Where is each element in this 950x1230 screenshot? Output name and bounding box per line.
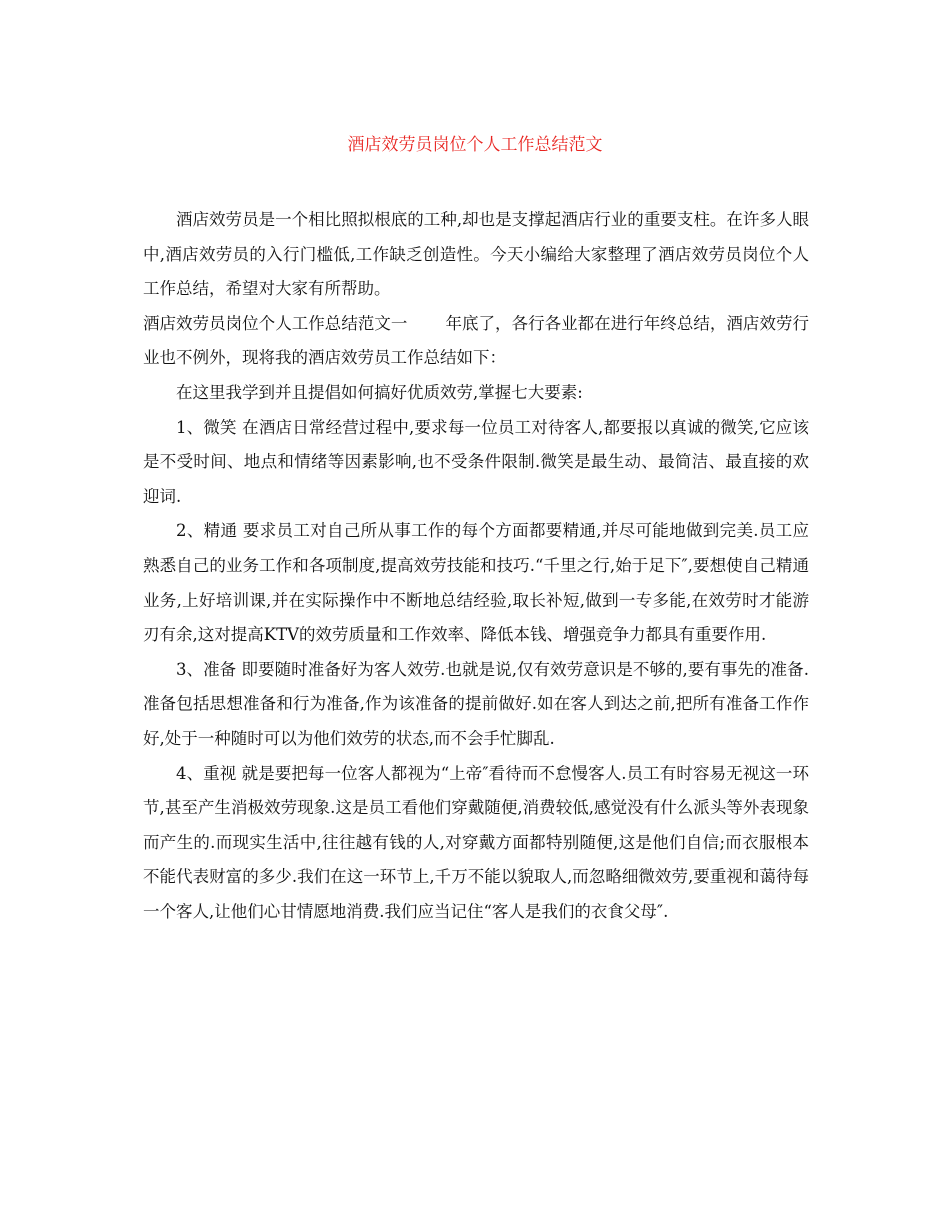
document-title: 酒店效劳员岗位个人工作总结范文 (347, 135, 603, 155)
document-body (143, 203, 809, 929)
summary-text: 年底了，各行各业都在进行年终总结，酒店效劳行业也不例外，现将我的酒店效劳员工作总结如下： (143, 313, 810, 368)
summary-heading: 酒店效劳员岗位个人工作总结范文一 (143, 313, 408, 333)
intro-paragraph: 酒店效劳员是一个相比照拟根底的工种,却也是支撑起酒店行业的重要支柱。在许多人眼中,酒店效劳员的入行门槛低,工作缺乏创造性。今天小编给大家整理了酒店效劳员岗位个人工作总结，希望对大家有所帮助。 (143, 210, 809, 299)
element-4-attention: 4、重视 就是要把每一位客人都视为“上帝″看待而不怠慢客人.员工有时容易无视这一环节,甚至产生消极效劳现象.这是员工看他们穿戴随便,消费较低,感觉没有什么派头等外表现象而产生的.而现实生活中,往往越有钱的人,对穿戴方面都特别随便,这是他们自信;而衣服根本不能代表财富的多少.我们在这一环节上,千万不能以貌取人,而忽略细微效劳,要重视和蔼待每一个客人,让他们心甘情愿地消费.我们应当记住“客人是我们的衣食父母″. (143, 763, 809, 921)
element-2-proficiency: 2、精通 要求员工对自己所从事工作的每个方面都要精通,并尽可能地做到完美.员工应熟悉自己的业务工作和各项制度,提高效劳技能和技巧.“千里之行,始于足下″,要想使自己精通业务,上好培训课,并在实际操作中不断地总结经验,取长补短,做到一专多能,在效劳时才能游刃有余,这对提高KTV的效劳质量和工作效率、降低本钱、增强竞争力都具有重要作用. (143, 521, 809, 645)
elements-intro-paragraph: 在这里我学到并且提倡如何搞好优质效劳,掌握七大要素: (176, 382, 583, 402)
element-1-smile: 1、微笑 在酒店日常经营过程中,要求每一位员工对待客人,都要报以真诚的微笑,它应该是不受时间、地点和情绪等因素影响,也不受条件限制.微笑是最生动、最简洁、最直接的欢迎词. (143, 417, 809, 506)
element-3-preparation: 3、准备 即要随时准备好为客人效劳.也就是说,仅有效劳意识是不够的,要有事先的准备.准备包括思想准备和行为准备,作为该准备的提前做好.如在客人到达之前,把所有准备工作作好,处于一种随时可以为他们效劳的状态,而不会手忙脚乱. (143, 659, 809, 748)
summary-paragraph (143, 307, 809, 376)
